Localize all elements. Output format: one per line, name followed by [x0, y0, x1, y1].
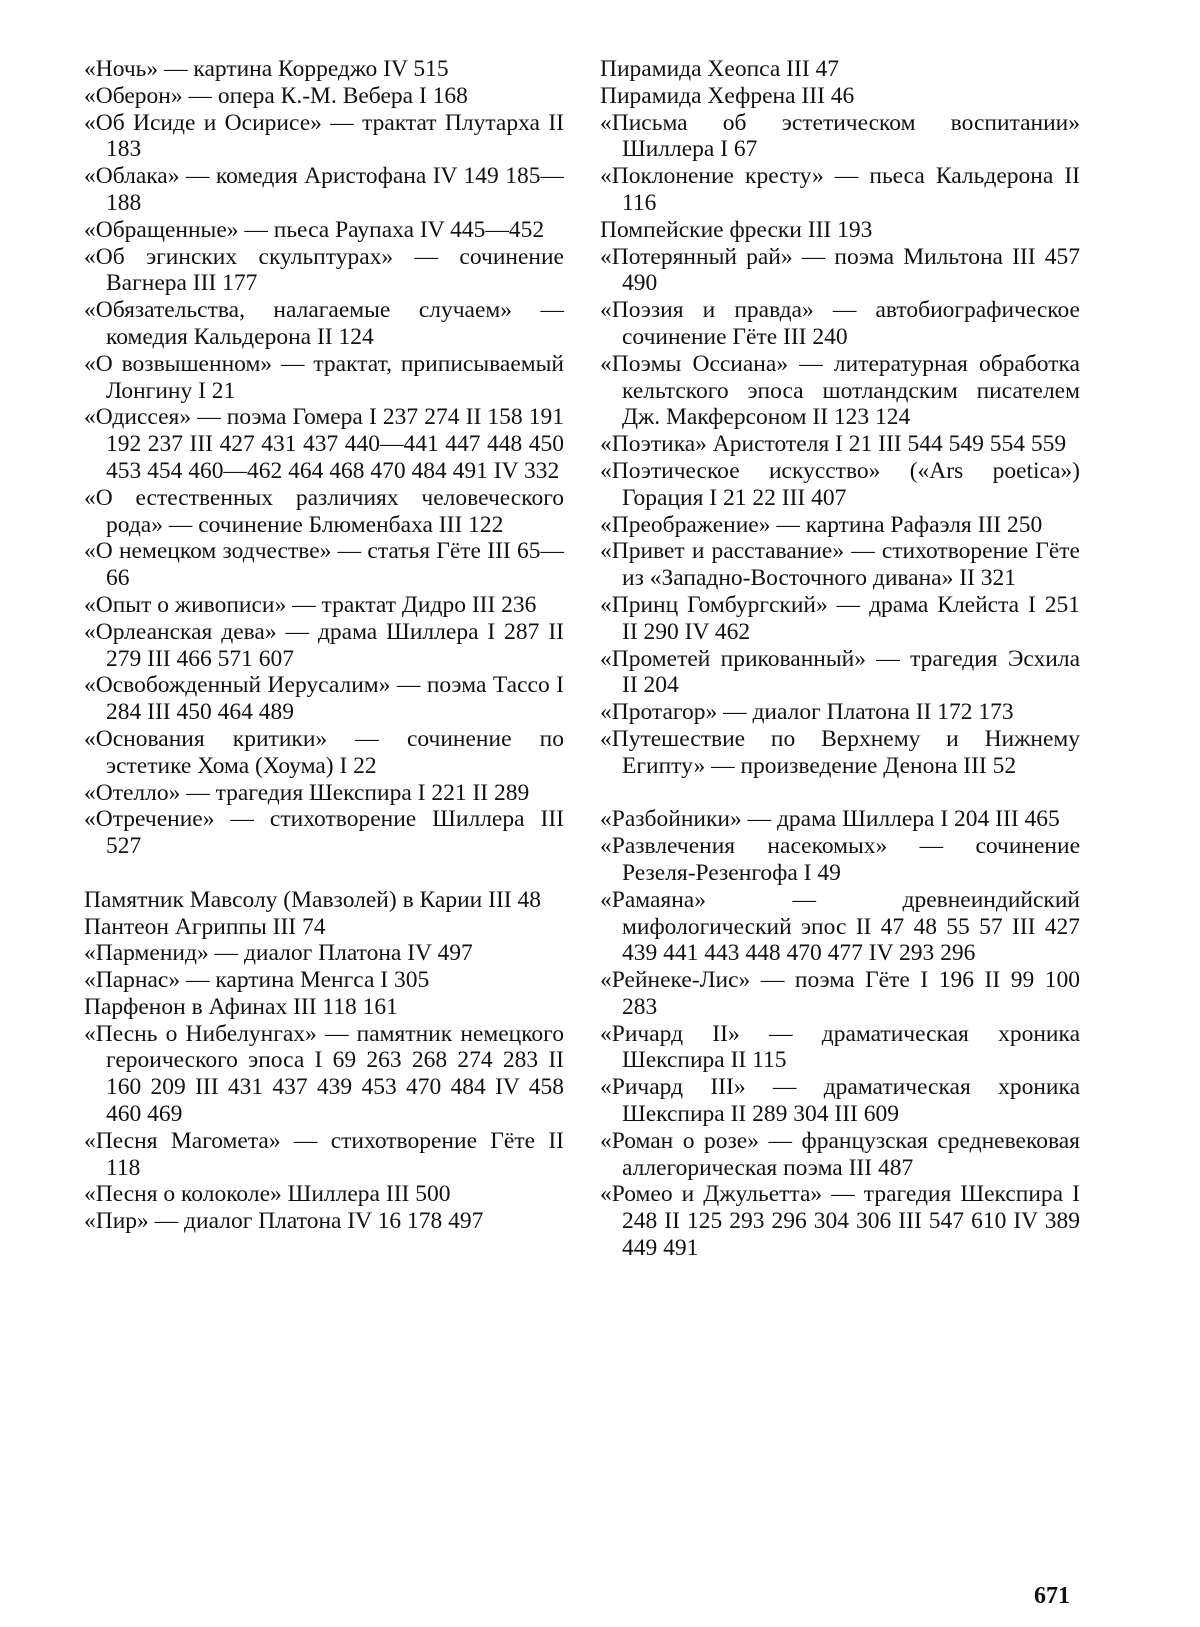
index-entry: «Рейнеке-Лис» — поэма Гёте I 196 II 99 100 283	[600, 967, 1080, 1020]
index-entry: «Поэтика» Аристотеля I 21 III 544 549 554 559	[600, 431, 1067, 458]
index-entry: «Письма об эстетическом воспитании» Шиллера I 67	[600, 109, 1080, 163]
index-entry: «Парнас» — картина Менгса I 305	[84, 967, 430, 994]
index-entry: «Отречение» — стихотворение Шиллера III 527	[84, 806, 564, 860]
index-entry: «Об эгинских скульптурах» — сочинение Вагнера III 177	[84, 243, 564, 297]
index-entry: Помпейские фрески III 193	[600, 216, 873, 243]
index-entry: «Ричард III» — драматическая хроника Шекспира II 289 304 III 609	[600, 1074, 1080, 1128]
index-entry: «Протагор» — диалог Платона II 172 173	[600, 699, 1014, 726]
index-entry: «Песнь о Нибелунгах» — памятник немецкого героического эпоса I 69 263 268 274 283 II 160 209 III 431 437 439 453 470 484 IV 458 460 469	[84, 1020, 564, 1128]
index-entry: «Пир» — диалог Платона IV 16 178 497	[84, 1208, 484, 1235]
index-entry: «Ромео и Джульетта» — трагедия Шекспира I 248 II 125 293 296 304 306 III 547 610 IV 389 449 491	[600, 1181, 1080, 1262]
index-entry: «Основания критики» — сочинение по эстетике Хома (Хоума) I 22	[84, 725, 564, 779]
left-entries-group-1	[84, 56, 564, 860]
index-entry: «Песня Магомета» — стихотворение Гёте II 118	[84, 1127, 564, 1181]
index-entry: Пантеон Агриппы III 74	[84, 913, 326, 940]
index-entry: «Поклонение кресту» — пьеса Кальдерона II 116	[600, 163, 1080, 216]
index-entry: «Ночь» — картина Корреджо IV 515	[84, 56, 449, 82]
index-entry: «Освобожденный Иерусалим» — поэма Тассо I 284 III 450 464 489	[84, 672, 564, 726]
index-entry: «Одиссея» — поэма Гомера I 237 274 II 158 191 192 237 III 427 431 437 440—441 447 448 450 453 454 460—462 464 468 470 484 491 IV 332	[84, 404, 564, 484]
index-entry: «О немецком зодчестве» — статья Гёте III 65—66	[84, 538, 564, 592]
right-entries-group-2	[600, 806, 1080, 1262]
index-entry: «Преображение» — картина Рафаэля III 250	[600, 511, 1043, 538]
page-number: 671	[1034, 1583, 1070, 1609]
index-entry: «Путешествие по Верхнему и Нижнему Египту» — произведение Денона III 52	[600, 725, 1080, 779]
index-entry: «Принц Гомбургский» — драма Клейста I 251 II 290 IV 462	[600, 591, 1080, 645]
right-entries-group-1	[600, 56, 1080, 780]
section-gap	[84, 860, 564, 887]
index-entry: Пирамида Хеопса III 47	[600, 56, 840, 82]
index-entry: «О естественных различиях человеческого рода» — сочинение Блюменбаха III 122	[84, 484, 564, 538]
index-entry: «Ричард II» — драматическая хроника Шекспира II 115	[600, 1020, 1080, 1074]
index-entry: «Прометей прикованный» — трагедия Эсхила II 204	[600, 645, 1080, 699]
index-entry: Памятник Мавсолу (Мавзолей) в Карии III 48	[84, 886, 541, 913]
index-entry: «Роман о розе» — французская средневековая аллегорическая поэма III 487	[600, 1127, 1080, 1181]
index-entry: «Поэтическое искусство» («Ars poetica») Горация I 21 22 III 407	[600, 457, 1080, 511]
index-entry: «Поэмы Оссиана» — литературная обработка кельтского эпоса шотландским писателем Дж. Макферсоном II 123 124	[600, 350, 1080, 431]
index-entry: «Развлечения насекомых» — сочинение Резеля-Резенгофа I 49	[600, 833, 1080, 886]
index-entry: «Отелло» — трагедия Шекспира I 221 II 289	[84, 779, 530, 806]
section-gap	[600, 780, 1080, 807]
index-entry: «Парменид» — диалог Платона IV 497	[84, 940, 473, 967]
index-entry: «Привет и расставание» — стихотворение Гёте из «Западно-Восточного дивана» II 321	[600, 538, 1080, 592]
index-entry: «Обращенные» — пьеса Раупаха IV 445—452	[84, 216, 545, 243]
index-entry: «Рамаяна» — древнеиндийский мифологический эпос II 47 48 55 57 III 427 439 441 443 448 470 477 IV 293 296	[600, 886, 1080, 967]
index-entry: «Орлеанская дева» — драма Шиллера I 287 II 279 III 466 571 607	[84, 618, 564, 672]
left-column	[84, 56, 564, 1235]
index-entry: «Облака» — комедия Аристофана IV 149 185—188	[84, 163, 564, 216]
right-column	[600, 56, 1080, 1262]
index-entry: «О возвышенном» — трактат, приписываемый Лонгину I 21	[84, 350, 564, 404]
index-entry: Пирамида Хефрена III 46	[600, 82, 855, 109]
index-entry: Парфенон в Афинах III 118 161	[84, 993, 398, 1020]
index-entry: «Оберон» — опера К.-М. Вебера I 168	[84, 82, 468, 109]
index-entry: «Поэзия и правда» — автобиографическое сочинение Гёте III 240	[600, 297, 1080, 350]
index-entry: «Об Исиде и Осирисе» — трактат Плутарха II 183	[84, 109, 564, 163]
index-entry: «Опыт о живописи» — трактат Дидро III 236	[84, 591, 537, 618]
index-entry: «Потерянный рай» — поэма Мильтона III 457 490	[600, 243, 1080, 297]
index-entry: «Песня о колоколе» Шиллера III 500	[84, 1181, 451, 1208]
index-entry: «Обязательства, налагаемые случаем» — комедия Кальдерона II 124	[84, 297, 564, 350]
left-entries-group-2	[84, 887, 564, 1235]
index-entry: «Разбойники» — драма Шиллера I 204 III 465	[600, 806, 1060, 833]
